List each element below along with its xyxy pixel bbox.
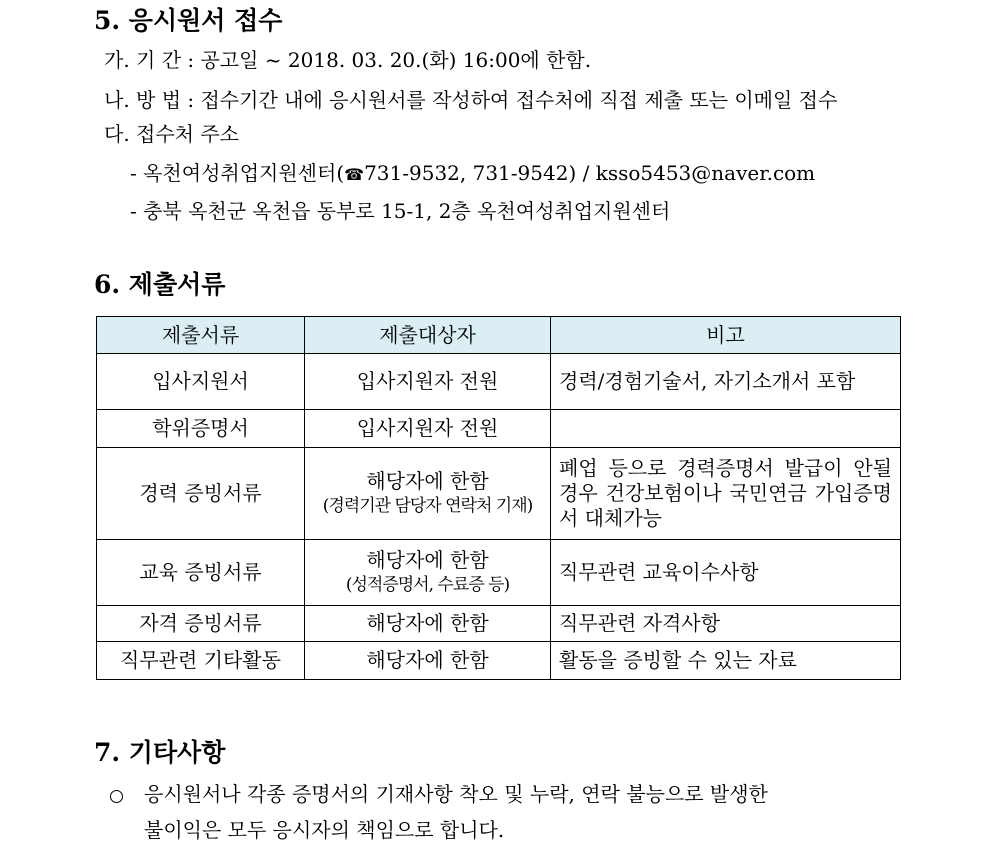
address-heading: 다. 접수처 주소 (104, 122, 239, 146)
target-note: (경력기관 담당자 연락처 기재) (322, 495, 533, 516)
section5-title: 5. 응시원서 접수 (94, 6, 283, 35)
notice-line-1: 응시원서나 각종 증명서의 기재사항 착오 및 누락, 연락 불능으로 발생한 (144, 782, 768, 806)
method-line: 나. 방 법 : 접수기간 내에 응시원서를 작성하여 접수처에 직접 제출 또는 이메일 접수 (104, 88, 838, 112)
table-row (97, 642, 901, 680)
doc-cell: 경력 증빙서류 (97, 448, 305, 540)
target-cell (305, 540, 551, 606)
target-cell: 입사지원자 전원 (305, 354, 551, 410)
target-note: (성적증명서, 수료증 등) (345, 574, 510, 595)
contact-details: 731-9532, 731-9542) / ksso5453@naver.com (364, 161, 816, 185)
table-row (97, 354, 901, 410)
header-doc: 제출서류 (97, 317, 305, 354)
doc-cell: 입사지원서 (97, 354, 305, 410)
circle-bullet-icon (110, 790, 123, 803)
section6-title: 6. 제출서류 (94, 270, 226, 299)
contact-line (130, 163, 815, 183)
contact-prefix: - 옥천여성취업지원센터( (130, 161, 345, 185)
notice-line-2: 불이익은 모두 응시자의 책임으로 합니다. (144, 818, 505, 842)
period-line: 가. 기 간 : 공고일 ~ 2018. 03. 20.(화) 16:00에 한함. (104, 48, 592, 72)
remark-cell (551, 410, 901, 448)
remark-cell: 폐업 등으로 경력증명서 발급이 안될 경우 건강보험이나 국민연금 가입증명서 대체가능 (551, 448, 901, 540)
remark-cell: 직무관련 자격사항 (551, 606, 901, 642)
target-cell: 입사지원자 전원 (305, 410, 551, 448)
table-row (97, 540, 901, 606)
doc-cell: 학위증명서 (97, 410, 305, 448)
target-cell: 해당자에 한함 (305, 642, 551, 680)
address-line: - 충북 옥천군 옥천읍 동부로 15-1, 2층 옥천여성취업지원센터 (130, 199, 671, 223)
target-cell (305, 448, 551, 540)
table-row (97, 448, 901, 540)
documents-table (96, 316, 901, 680)
section7-title: 7. 기타사항 (94, 738, 226, 767)
doc-cell: 자격 증빙서류 (97, 606, 305, 642)
table-row (97, 410, 901, 448)
table-header-row (97, 317, 901, 354)
target-cell: 해당자에 한함 (305, 606, 551, 642)
table-row (97, 606, 901, 642)
doc-cell: 교육 증빙서류 (97, 540, 305, 606)
telephone-icon: ☎ (344, 165, 365, 184)
header-remark: 비고 (551, 317, 901, 354)
remark-cell: 경력/경험기술서, 자기소개서 포함 (551, 354, 901, 410)
header-target: 제출대상자 (305, 317, 551, 354)
target-main: 해당자에 한함 (366, 547, 489, 572)
target-main: 해당자에 한함 (366, 468, 489, 493)
doc-cell: 직무관련 기타활동 (97, 642, 305, 680)
remark-cell: 직무관련 교육이수사항 (551, 540, 901, 606)
remark-cell: 활동을 증빙할 수 있는 자료 (551, 642, 901, 680)
